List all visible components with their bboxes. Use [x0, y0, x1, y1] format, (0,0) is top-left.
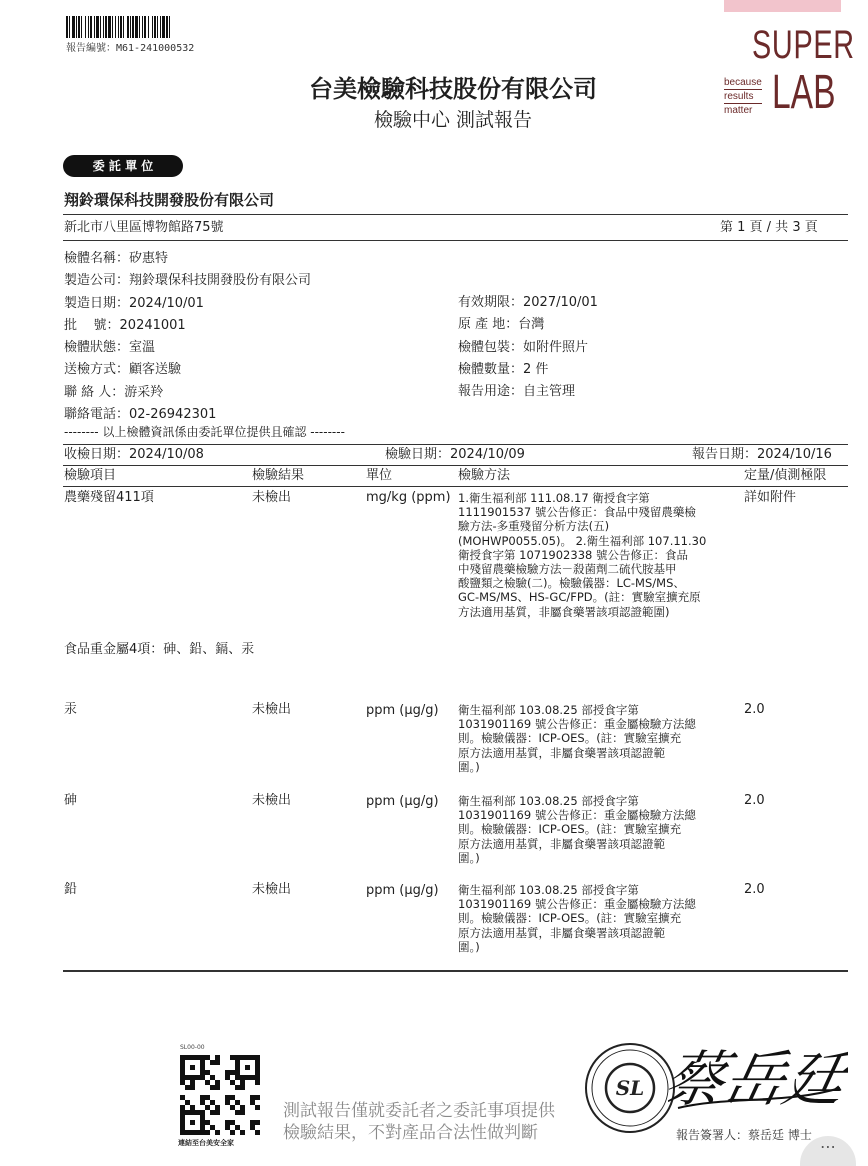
logo-super: SUPER — [752, 23, 855, 67]
received-date: 收檢日期：2024/10/08 — [64, 447, 204, 462]
sample-info-right — [458, 292, 598, 403]
sample-field: 有效期限：2027/10/01 — [458, 295, 598, 310]
sample-field: 聯絡電話：02-26942301 — [64, 407, 217, 423]
cell-method: 衛生福利部 103.08.25 部授食字第 1031901169 號公告修正：重金屬檢驗方法總 則。檢驗儀器：ICP-OES。(註：實驗室擴充 原方法適用基質，非屬食藥署該項認證範 圍。) — [458, 794, 696, 865]
cell-limit: 詳如附件 — [744, 490, 797, 505]
qr-code[interactable] — [180, 1055, 260, 1135]
sample-field: 檢體名稱：矽惠特 — [64, 251, 169, 266]
test-date: 檢驗日期：2024/10/09 — [385, 447, 525, 462]
table-bottom-rule — [63, 970, 848, 972]
sample-info-left — [64, 248, 311, 426]
cell-limit: 2.0 — [744, 702, 765, 717]
logo-tagline: because results matter — [724, 77, 762, 116]
sample-field: 送檢方式：顧客送驗 — [64, 362, 182, 378]
report-barcode — [66, 16, 172, 38]
cell-limit: 2.0 — [744, 882, 765, 897]
divider — [63, 214, 848, 215]
report-number: 報告編號：M61-241000532 — [66, 43, 195, 54]
page-indicator: 第 1 頁 / 共 3 頁 — [720, 220, 818, 235]
cell-result: 未檢出 — [252, 882, 292, 897]
cell-unit: ppm (μg/g) — [366, 883, 439, 898]
header-limit: 定量/偵測極限 — [744, 468, 827, 483]
header-result: 檢驗結果 — [252, 468, 305, 483]
sample-field: 批 號：20241001 — [64, 317, 186, 333]
cell-result: 未檢出 — [252, 702, 292, 717]
client-badge: 委 託 單 位 — [63, 155, 183, 177]
sample-field: 製造日期：2024/10/01 — [64, 295, 204, 311]
cell-item: 砷 — [64, 793, 78, 808]
metal-group-title: 食品重金屬4項：砷、鉛、鎘、汞 — [64, 642, 255, 657]
cell-item: 汞 — [64, 702, 78, 717]
signature — [668, 1026, 848, 1121]
divider — [63, 240, 848, 241]
svg-text:蔡岳廷: 蔡岳廷 — [668, 1045, 848, 1115]
divider — [63, 486, 848, 487]
logo-accent-bar — [724, 0, 841, 12]
svg-text:SL: SL — [615, 1076, 645, 1100]
cell-limit: 2.0 — [744, 793, 765, 808]
sample-field: 檢體狀態：室溫 — [64, 340, 156, 356]
header-method: 檢驗方法 — [458, 468, 511, 483]
cell-result: 未檢出 — [252, 490, 292, 505]
header-item: 檢驗項目 — [64, 468, 117, 483]
company-title: 台美檢驗科技股份有限公司 — [309, 75, 597, 103]
cell-item: 鉛 — [64, 882, 78, 897]
report-date: 報告日期：2024/10/16 — [692, 447, 832, 462]
cell-unit: ppm (μg/g) — [366, 794, 439, 809]
sample-field: 製造公司：翔鈴環保科技開發股份有限公司 — [64, 273, 312, 289]
cell-method: 1.衛生福利部 111.08.17 衛授食字第 1111901537 號公告修正：食品中殘留農藥檢 驗方法-多重殘留分析方法(五) (MOHWP0055.05)。 2.衛生福利部 107.11.30 衛授食字第 1071902338 號公告修正：食品 中殘留農藥檢驗方法－殺菌劑二硫代胺基甲 酸鹽類之檢驗(二)。檢驗儀器：LC-MS/MS、 GC-MS/MS、HS-GC/FPD。(註：實驗室擴充原 方法適用基質，非屬食藥署該項認證範圍) — [458, 491, 707, 619]
sample-field: 檢體數量：2 件 — [458, 361, 549, 377]
lab-seal — [584, 1042, 676, 1138]
sample-field: 報告用途：自主管理 — [458, 384, 576, 400]
qr-top-label: SL00-00 — [180, 1044, 205, 1051]
cell-result: 未檢出 — [252, 793, 292, 808]
cell-method: 衛生福利部 103.08.25 部授食字第 1031901169 號公告修正：重金屬檢驗方法總 則。檢驗儀器：ICP-OES。(註：實驗室擴充 原方法適用基質，非屬食藥署該項認證範 圍。) — [458, 703, 696, 774]
cell-item: 農藥殘留411項 — [64, 490, 154, 505]
confirm-note: -------- 以上檢體資訊係由委託單位提供且確認 -------- — [64, 425, 345, 439]
divider — [63, 465, 848, 466]
sample-field: 聯 絡 人：游采羚 — [64, 384, 164, 400]
more-options-icon[interactable]: ⋯ — [800, 1136, 856, 1166]
divider — [63, 444, 848, 445]
report-subtitle: 檢驗中心 測試報告 — [373, 109, 533, 131]
client-address: 新北市八里區博物館路75號 — [64, 220, 224, 235]
qr-label: 連結至台美安全家 — [178, 1139, 234, 1147]
client-name: 翔鈴環保科技開發股份有限公司 — [64, 191, 275, 209]
cell-unit: mg/kg (ppm) — [366, 490, 451, 505]
header-unit: 單位 — [366, 468, 393, 483]
cell-unit: ppm (μg/g) — [366, 703, 439, 718]
disclaimer: 測試報告僅就委託者之委託事項提供 檢驗結果，不對產品合法性做判斷 — [283, 1101, 555, 1143]
cell-method: 衛生福利部 103.08.25 部授食字第 1031901169 號公告修正：重金屬檢驗方法總 則。檢驗儀器：ICP-OES。(註：實驗室擴充 原方法適用基質，非屬食藥署該項認證範 圍。) — [458, 883, 696, 954]
sample-field: 原 產 地：台灣 — [458, 317, 545, 333]
sample-field: 檢體包裝：如附件照片 — [458, 339, 589, 355]
signer-label: 報告簽署人：蔡岳廷 博士 — [676, 1128, 812, 1142]
logo-lab: LAB — [772, 66, 836, 119]
